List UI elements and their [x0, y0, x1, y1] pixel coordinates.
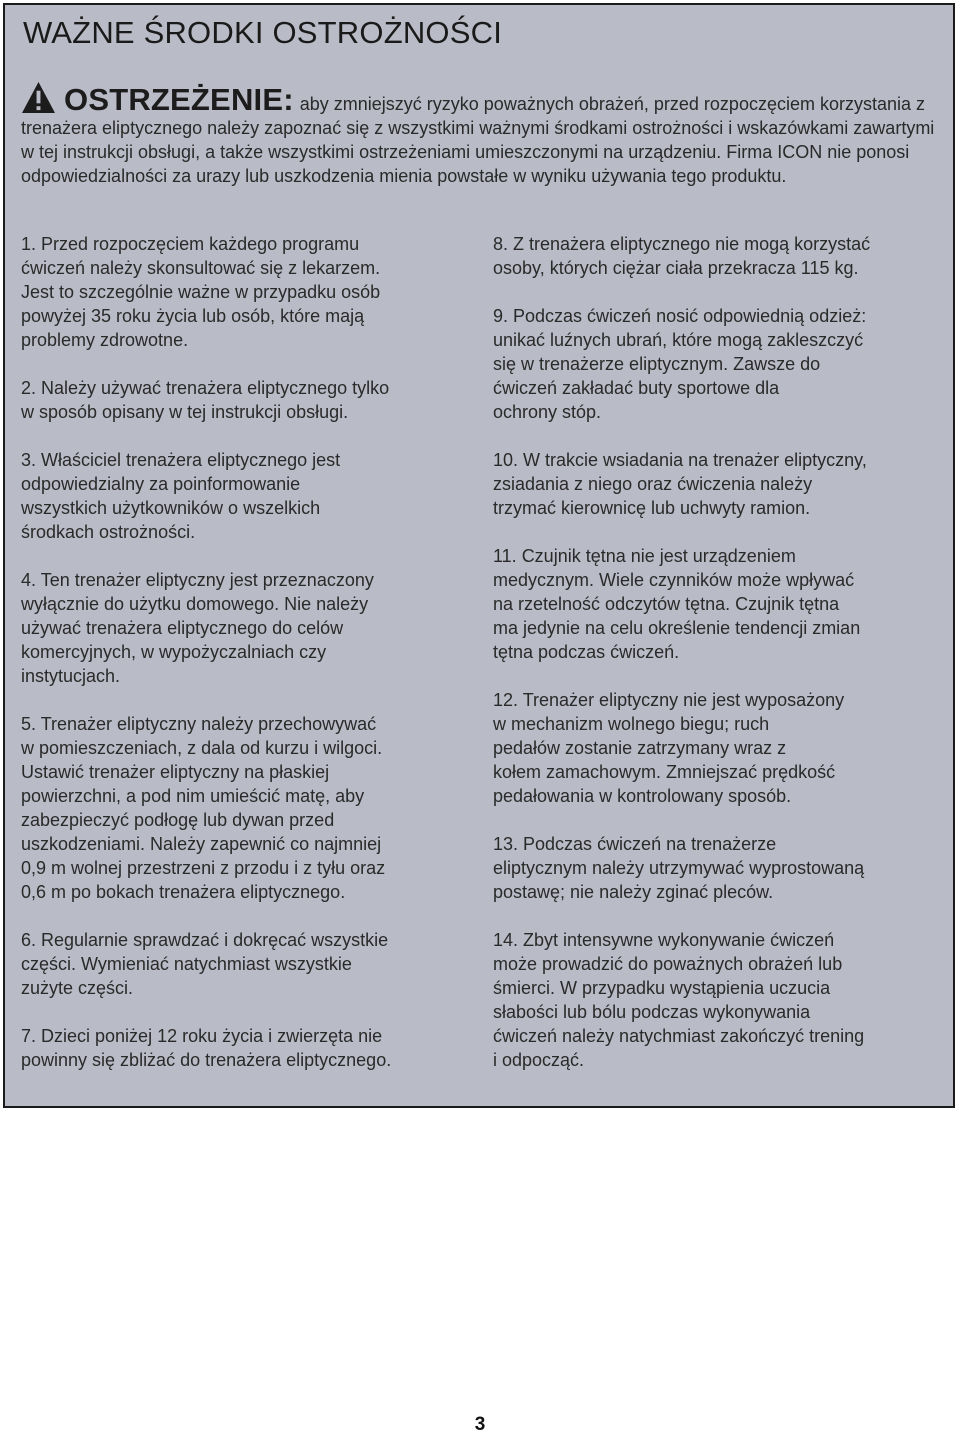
precaution-item: 1. Przed rozpoczęciem każdego programu ćwiczeń należy skonsultować się z lekarzem. Jest to szczególnie ważne w przypadku osób powyżej 35 roku życia lub osób, które mają problemy zdrowotne.: [21, 234, 381, 350]
precaution-item: 12. Trenażer eliptyczny nie jest wyposażony w mechanizm wolnego biegu; ruch pedałów zostanie zatrzymany wraz z kołem zamachowym. Zmniejszać prędkość pedałowania w kontrolowany sposób.: [493, 690, 845, 806]
precaution-item: 2. Należy używać trenażera eliptycznego tylko w sposób opisany w tej instrukcji obsługi.: [21, 378, 390, 422]
warning-triangle-icon: [21, 81, 56, 114]
precaution-item: 10. W trakcie wsiadania na trenażer eliptyczny, zsiadania z niego oraz ćwiczenia należy trzymać kierownicę lub uchwyty ramion.: [493, 450, 867, 518]
precaution-item: 8. Z trenażera eliptycznego nie mogą korzystać osoby, których ciężar ciała przekracza 115 kg.: [493, 234, 871, 278]
warning-label: OSTRZEŻENIE:: [64, 82, 294, 117]
precaution-item: 7. Dzieci poniżej 12 roku życia i zwierzęta nie powinny się zbliżać do trenażera eliptycznego.: [21, 1026, 392, 1070]
warning-text: aby zmniejszyć ryzyko poważnych obrażeń, przed rozpoczęciem korzystania z trenażera eliptycznego należy zapoznać się z wszystkimi ważnymi środkami ostrożności i wskazówkami zawartymi w tej instrukcji obsługi, a także wszystkimi ostrzeżeniami umieszczonymi na urządzeniu. Firma ICON nie ponosi odpowiedzialności za urazy lub uszkodzenia mienia powstałe w wyniku używania tego produktu.: [21, 94, 935, 186]
precaution-item: 13. Podczas ćwiczeń na trenażerze eliptycznym należy utrzymywać wyprostowaną postawę; nie należy zginać pleców.: [493, 834, 865, 902]
precaution-item: 4. Ten trenażer eliptyczny jest przeznaczony wyłącznie do użytku domowego. Nie należy używać trenażera eliptycznego do celów komercyjnych, w wypożyczalniach czy instytucjach.: [21, 570, 374, 686]
precaution-item: 9. Podczas ćwiczeń nosić odpowiednią odzież: unikać luźnych ubrań, które mogą zakleszczyć się w trenażerze eliptycznym. Zawsze do ćwiczeń zakładać buty sportowe dla ochrony stóp.: [493, 306, 867, 422]
precaution-item: 3. Właściciel trenażera eliptycznego jest odpowiedzialny za poinformowanie wszystkich użytkowników o wszelkich środkach ostrożności.: [21, 450, 341, 542]
left-column: [21, 232, 473, 1096]
precaution-item: 11. Czujnik tętna nie jest urządzeniem medycznym. Wiele czynników może wpływać na rzetelność odczytów tętna. Czujnik tętna ma jedynie na celu określenie tendencji zmian tętna podczas ćwiczeń.: [493, 546, 861, 662]
warning-paragraph: [21, 81, 941, 188]
precaution-item: 6. Regularnie sprawdzać i dokręcać wszystkie części. Wymieniać natychmiast wszystkie zużyte części.: [21, 930, 389, 998]
page-title: WAŻNE ŚRODKI OSTROŻNOŚCI: [23, 15, 503, 50]
right-column: [493, 232, 948, 1096]
safety-panel: [3, 3, 955, 1108]
precaution-item: 14. Zbyt intensywne wykonywanie ćwiczeń może prowadzić do poważnych obrażeń lub śmierci. W przypadku wystąpienia uczucia słabości lub bólu podczas wykonywania ćwiczeń należy natychmiast zakończyć trening i odpocząć.: [493, 930, 865, 1070]
page-number: 3: [474, 1414, 486, 1435]
precaution-item: 5. Trenażer eliptyczny należy przechowywać w pomieszczeniach, z dala od kurzu i wilgoci. Ustawić trenażer eliptyczny na płaskiej powierzchni, a pod nim umieścić matę, aby zabezpieczyć podłogę lub dywan przed uszkodzeniami. Należy zapewnić co najmniej 0,9 m wolnej przestrzeni z przodu i z tyłu oraz 0,6 m po bokach trenażera eliptycznego.: [21, 714, 386, 902]
